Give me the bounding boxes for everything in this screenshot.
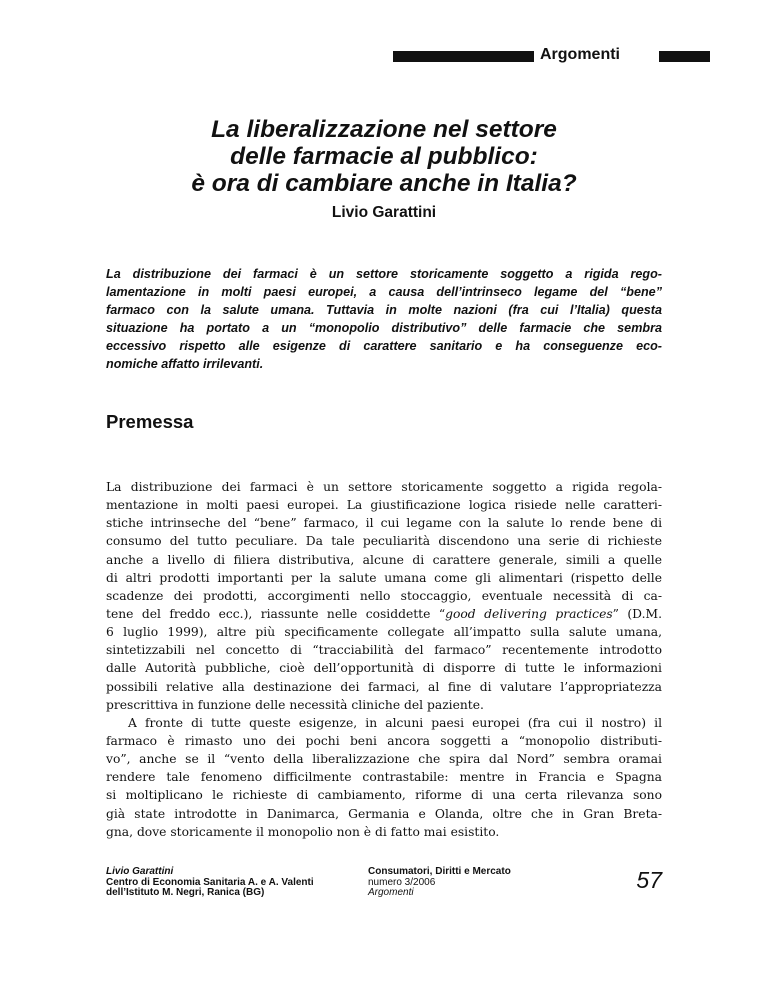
body-line: già state introdotte in Danimarca, Germania e Olanda, oltre che in Gran Breta- <box>106 806 662 821</box>
footer-affiliation: dell’Istituto M. Negri, Ranica (BG) <box>106 887 265 898</box>
body-line: vo”, anche se il “vento della liberalizzazione che spira dal Nord” sembra oramai <box>106 752 662 767</box>
abstract-line: farmaco con la salute umana. Tuttavia in molte nazioni (fra cui l’Italia) questa <box>106 303 662 317</box>
body-line: mentazione in molti paesi europei. La giustificazione logica risiede nelle caratteri- <box>106 498 662 513</box>
body-line: prescrittiva in funzione delle necessità cliniche del paziente. <box>106 697 484 712</box>
article-title <box>0 116 768 197</box>
footer-section: Argomenti <box>368 887 414 898</box>
abstract-line: lamentazione in molti paesi europei, a causa dell’intrinseco legame del “bene” <box>106 285 662 299</box>
title-line: delle farmacie al pubblico: <box>230 143 538 170</box>
footer-issue: numero 3/2006 <box>368 876 436 888</box>
footer-journal-name: Consumatori, Diritti e Mercato <box>368 866 511 877</box>
body-line: consumo del tutto peculiare. Da tale peculiarità discendono una serie di richieste <box>106 534 662 549</box>
body-line: possibili relative alla destinazione dei farmaci, al fine di valutare l’appropriatezza <box>106 679 662 694</box>
abstract-line: nomiche affatto irrilevanti. <box>106 357 264 371</box>
body-line: La distribuzione dei farmaci è un settore storicamente soggetto a rigida regola- <box>106 480 662 494</box>
footer-journal-block <box>368 867 511 899</box>
footer-author-block <box>106 867 314 899</box>
abstract-line: La distribuzione dei farmaci è un settore storicamente soggetto a rigida rego- <box>106 267 662 281</box>
section-label: Argomenti <box>540 46 620 63</box>
body-line: dalle Autorità pubbliche, cioè dell’opportunità di disporre di tutte le informazioni <box>106 661 662 676</box>
body-line: A fronte di tutte queste esigenze, in alcuni paesi europei (fra cui il nostro) il <box>128 715 662 730</box>
title-line: La liberalizzazione nel settore <box>211 116 557 143</box>
body-line: gna, dove storicamente il monopolio non è di fatto mai esistito. <box>106 824 500 839</box>
abstract-line: situazione ha portato a un “monopolio distributivo” delle farmacie che sembra <box>106 321 662 335</box>
body-line: scadenze dei prodotti, accorgimenti nello stoccaggio, eventuale necessità di ca- <box>106 588 662 603</box>
footer-affiliation: Centro di Economia Sanitaria A. e A. Valenti <box>106 876 314 888</box>
body-line: stiche intrinseche del “bene” farmaco, il cui legame con la salute lo rende bene di <box>106 516 662 531</box>
body-line: tene del freddo ecc.), riassunte nelle cosiddette “good delivering practices” (D.M. <box>106 606 662 621</box>
body-line: rendere tale fenomeno difficilmente contrastabile: mentre in Francia e Spagna <box>106 770 662 785</box>
body-line: 6 luglio 1999), altre più specificamente collegate all’impatto sulla salute umana, <box>106 625 662 640</box>
body-line: di altri prodotti importanti per la salute umana come gli alimentari (rispetto delle <box>106 570 662 585</box>
header-bar-right <box>659 51 710 62</box>
title-line: è ora di cambiare anche in Italia? <box>191 170 577 197</box>
header-bar-left <box>393 51 534 62</box>
article-author: Livio Garattini <box>331 204 437 221</box>
body-line: farmaco è rimasto uno dei pochi beni ancora soggetti a “monopolio distributi- <box>106 733 662 748</box>
section-heading: Premessa <box>106 411 194 432</box>
abstract <box>106 265 662 373</box>
page-number: 57 <box>636 867 662 893</box>
footer-author-name: Livio Garattini <box>106 866 174 877</box>
body-line: anche a livello di filiera distributiva, alcune di carattere generale, simili a quelle <box>106 552 662 567</box>
abstract-line: eccessivo rispetto alle esigenze di carattere sanitario e ha conseguenze eco- <box>106 339 662 353</box>
body-line: sintetizzabili nel concetto di “tracciabilità del farmaco” recentemente introdotto <box>106 643 662 658</box>
body-line: si moltiplicano le richieste di cambiamento, riforme di una certa rilevanza sono <box>106 788 662 803</box>
body-paragraphs <box>106 478 662 841</box>
